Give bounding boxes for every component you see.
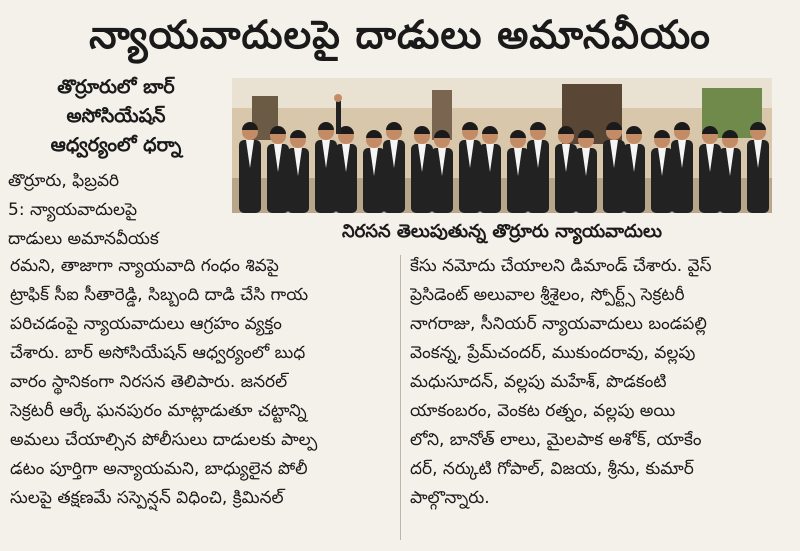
news-photo <box>232 78 772 213</box>
body-line: పరిచడంపై న్యాయవాదులు ఆగ్రహం వ్యక్తం <box>10 314 282 334</box>
body-column-right <box>410 252 790 513</box>
body-line: డటం పూర్తిగా అన్యాయమని, బాధ్యులైన పోలీ <box>10 459 308 479</box>
dateline-line: దాడులు అమానవీయక <box>8 229 159 249</box>
photo-caption: నిరసన తెలుపుతున్న తొర్రూరు న్యాయవాదులు <box>342 221 662 242</box>
body-line: సెక్రటరీ ఆర్కే ఘనపురం మాట్లాడుతూ చట్టాన్ని <box>10 401 307 421</box>
body-line: అమలు చేయాల్సిన పోలీసులు దాడులకు పాల్ప <box>10 430 318 450</box>
body-line: మధుసూదన్, వల్లపు మహేశ్, పొడకంటి <box>410 372 667 392</box>
body-line: రమని, తాజాగా న్యాయవాది గంధం శివపై <box>10 256 279 276</box>
subhead-line: ఆధ్వర్యంలో ధర్నా <box>50 134 182 156</box>
subhead-line: తొర్రూరులో బార్ <box>57 76 175 98</box>
body-line: లోని, బానోత్ లాలు, మైలపాక అశోక్, యాకేం <box>410 430 702 450</box>
raised-arm <box>336 100 341 134</box>
subheadline <box>8 74 224 161</box>
raised-fist <box>334 94 342 102</box>
dateline-line: 5: న్యాయవాదులపై <box>8 200 138 220</box>
body-line: యాకంబరం, వెంకట రత్నం, వల్లపు అయి <box>410 401 676 421</box>
dateline-intro <box>8 168 224 255</box>
body-line: ప్రెసిడెంట్ అలువాల శ్రీశైలం, స్పోర్ట్స్ సెక్రటరీ <box>410 285 685 305</box>
body-line: పాల్గొన్నారు. <box>410 488 490 508</box>
body-column-left <box>10 252 390 513</box>
body-line: సులపై తక్షణమే సస్పెన్షన్ విధించి, క్రిమినల్ <box>10 488 284 508</box>
body-line: వారం స్థానికంగా నిరసన తెలిపారు. జనరల్ <box>10 372 288 392</box>
body-line: చేశారు. బార్ అసోసియేషన్ ఆధ్వర్యంలో బుధ <box>10 343 306 363</box>
lawyers-protest-photo <box>232 78 772 213</box>
subhead-line: అసోసియేషన్ <box>66 105 166 127</box>
body-line: ట్రాఫిక్ సీఐ సీతారెడ్డి, సిబ్బంది దాడి చేసి గాయ <box>10 285 309 305</box>
body-line: నాగరాజు, సీనియర్ న్యాయవాదులు బండపల్లి <box>410 314 707 334</box>
column-divider <box>400 255 401 540</box>
body-line: వెంకన్న, ప్రేమ్‌చందర్, ముకుందరావు, వల్లపు <box>410 343 696 363</box>
body-line: దర్, నర్కుటి గోపాల్, విజయ, శ్రీను, కుమార్ <box>410 459 694 479</box>
body-line: కేసు నమోదు చేయాలని డిమాండ్ చేశారు. వైస్ <box>410 256 712 276</box>
headline: న్యాయవాదులపై దాడులు అమానవీయం <box>89 13 711 58</box>
dateline-line: తొర్రూరు, ఫిబ్రవరి <box>8 171 120 191</box>
